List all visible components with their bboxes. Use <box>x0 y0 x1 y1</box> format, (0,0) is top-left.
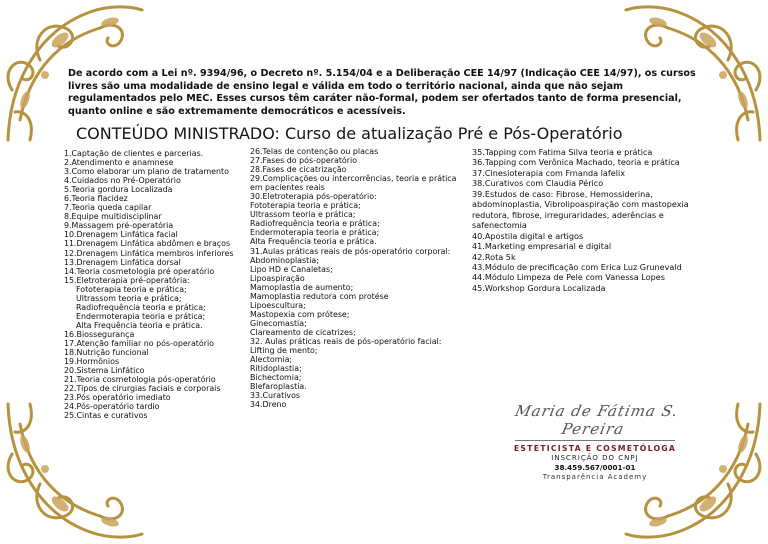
syllabus-item: 22.Tipos de cirurgias faciais e corporais <box>64 384 221 394</box>
handwritten-signature: Maria de Fátima S. Pereira <box>513 402 681 438</box>
syllabus-subitem: Ginecomastia; <box>250 318 307 328</box>
syllabus-subitem: Mamoplastia de aumento; <box>250 282 354 292</box>
syllabus-item: 12.Drenagem Linfática membros inferiores <box>64 248 234 258</box>
academy-name: Transparência Academy <box>542 473 648 481</box>
syllabus-item: 45.Workshop Gordura Localizada <box>472 282 606 293</box>
syllabus-item: 18.Nutrição funcional <box>64 348 149 358</box>
syllabus-item: 30.Eletroterapia pós-operatório: <box>250 192 377 202</box>
syllabus-item: 35.Tapping com Fatima Silva teoria e prática <box>472 147 653 157</box>
syllabus-subitem: Clareamento de cicatrizes; <box>250 327 356 337</box>
syllabus-item: 38.Curativos com Claudia Périco <box>472 178 604 189</box>
syllabus-subitem: Radiofrequência teoria e prática; <box>250 219 380 229</box>
syllabus-item: 31.Aulas práticas reais de pós-operatório corporal: <box>250 246 451 256</box>
content-heading: CONTEÚDO MINISTRADO: Curso de atualização Pré e Pós-Operatório <box>76 124 623 143</box>
syllabus-subitem: Mamoplastia redutora com protése <box>250 291 389 301</box>
syllabus-subitem: Ritidoplastia; <box>250 364 302 374</box>
syllabus-subitem: Lifting de mento; <box>250 346 318 356</box>
syllabus-subitem: Radiofrequência teoria e prática; <box>76 302 206 312</box>
syllabus-item: 23.Pós operatório imediato <box>64 393 171 403</box>
syllabus-item: 10.Drenagem Linfática facial <box>64 230 178 240</box>
signer-role: ESTETICISTA E COSMETÓLOGA <box>513 444 677 453</box>
syllabus-subitem: Lipo HD e Canaletas; <box>250 264 333 274</box>
syllabus-item: 28.Fases de cicatrização <box>250 165 347 175</box>
syllabus-item: 40.Apostila digital e artigos <box>472 230 584 241</box>
syllabus-subitem: Endermoterapia teoria e prática; <box>250 228 380 238</box>
syllabus-item: 27.Fases do pós-operatório <box>250 156 358 166</box>
syllabus-item: 19.Hormônios <box>64 357 120 367</box>
syllabus-item: 44.Módulo Limpeza de Pele com Vanessa Lopes <box>472 272 665 283</box>
syllabus-item: 34.Dreno <box>250 400 287 410</box>
syllabus-item: 24.Pós-operatório tardio <box>64 402 160 412</box>
syllabus-item: 41.Marketing empresarial e digital <box>472 241 612 252</box>
signature-line <box>515 440 675 441</box>
syllabus-subitem: Abdominoplastia; <box>250 255 319 265</box>
cnpj-label: INSCRIÇÃO DO CNPJ <box>551 454 639 462</box>
syllabus-subitem: Lipoaspiração <box>250 273 305 283</box>
syllabus-subitem: Ultrassom teoria e prática; <box>250 210 356 220</box>
syllabus-subitem: Alectomia; <box>250 355 293 365</box>
syllabus-item: 3.Como elaborar um plano de tratamento <box>64 167 229 177</box>
syllabus-item: 13.Drenagem Linfática dorsal <box>64 257 181 267</box>
syllabus-item: 14.Teoria cosmetologia pré operatório <box>64 266 215 276</box>
syllabus-item: 21.Teoria cosmetologia pós-operatório <box>64 375 216 385</box>
cnpj-number: 38.459.567/0001-01 <box>554 463 636 472</box>
syllabus-item: 42.Rota 5k <box>472 251 516 262</box>
syllabus-item: 16.Biossegurança <box>64 329 135 339</box>
syllabus-subitem: Fototerapia teoria e prática; <box>250 201 361 211</box>
syllabus-item: 26.Telas de contenção ou placas <box>250 147 379 156</box>
syllabus-item: 11.Drenagem Linfática abdômen e braços <box>64 239 231 249</box>
syllabus-subitem: Fototerapia teoria e prática; <box>76 284 187 294</box>
syllabus-item: 15.Eletroterapia pré-operatória: <box>64 275 190 285</box>
syllabus-item: 37.Cinesioterapia com Frnanda lafelix <box>472 167 625 178</box>
syllabus-item: 9.Massagem pré-operatória <box>64 221 174 231</box>
syllabus-item: 8.Equipe multidisciplinar <box>64 212 162 222</box>
syllabus-item: 25.Cintas e curativos <box>64 411 148 421</box>
syllabus-item: 32. Aulas práticas reais de pós-operatório facial: <box>250 336 442 346</box>
syllabus-item: 20.Sistema Linfático <box>64 366 145 376</box>
syllabus-item: 39.Estudos de caso: Fibrose, Hemossiderina, abdominoplastia, Vibrolipoaspiração com mastopexia redutora, fibrose, irreguraridades, aderências e safenectomia <box>472 188 689 231</box>
syllabus-item: em pacientes reais <box>250 183 325 193</box>
syllabus-subitem: Alta Frequência teoria e prática. <box>250 237 377 247</box>
syllabus-column-2 <box>250 147 475 409</box>
syllabus-subitem: Bichectomia; <box>250 373 302 383</box>
syllabus-item: 33.Curativos <box>250 391 301 401</box>
syllabus-item: 43.Módulo de precificação com Erica Luz Grunevald <box>472 261 682 272</box>
signature-block <box>505 402 685 481</box>
syllabus-column-3 <box>472 147 717 293</box>
syllabus-item: 6.Teoria flacidez <box>64 194 128 204</box>
syllabus-subitem: Alta Frequência teoria e prática. <box>76 320 203 330</box>
syllabus-item: 4.Cuidados no Pré-Operatório <box>64 176 181 186</box>
syllabus-subitem: Lipoescultura; <box>250 300 306 310</box>
syllabus-item: 7.Teoria queda capilar <box>64 203 152 213</box>
syllabus-item: 5.Teoria gordura Localizada <box>64 185 173 195</box>
syllabus-item: 29.Complicações ou intercorrências, teoria e prática <box>250 174 457 184</box>
syllabus-subitem: Ultrassom teoria e prática; <box>76 293 182 303</box>
syllabus-subitem: Mastopexia com prótese; <box>250 309 350 319</box>
syllabus-item: 36.Tapping com Verônica Machado, teoria e prática <box>472 157 680 168</box>
syllabus-subitem: Endermoterapia teoria e prática; <box>76 311 206 321</box>
syllabus-item: 17.Atenção familiar no pós-operatório <box>64 338 214 348</box>
syllabus-subitem: Blefaroplastia. <box>250 382 307 392</box>
syllabus-column-1 <box>64 149 254 420</box>
syllabus-item: 1.Captação de clientes e parcerias. <box>64 149 204 158</box>
intro-paragraph: De acordo com a Lei nº. 9394/96, o Decreto nº. 5.154/04 e a Deliberação CEE 14/97 (Indicação CEE 14/97), os cursos livres são uma modalidade de ensino legal e válida em todo o território nacional, ainda que não sejam regulamentados pelo MEC. Esses cursos têm caráter não-formal, podem ser ofertados tanto de forma presencial, quanto online e são extremamente democráticos e acessíveis. <box>68 68 696 117</box>
syllabus-item: 2.Atendimento e anamnese <box>64 158 174 168</box>
